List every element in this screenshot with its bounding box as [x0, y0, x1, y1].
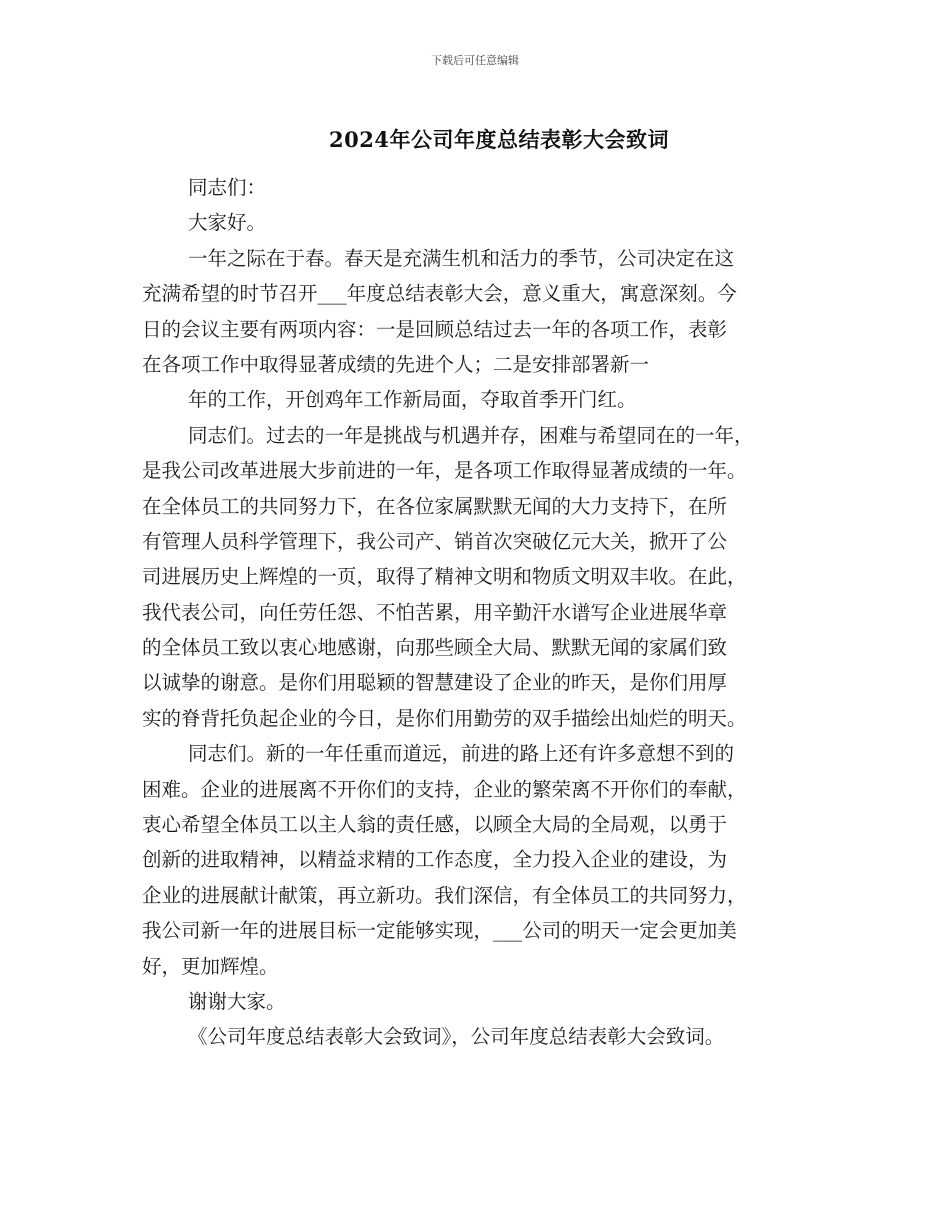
- text-line: 衷心希望全体员工以主人翁的责任感，以顾全大局的全局观，以勇于: [142, 813, 728, 837]
- text-line: 以诚挚的谢意。是你们用聪颖的智慧建设了企业的昨天，是你们用厚: [142, 671, 728, 695]
- text-line: 同志们。新的一年任重而道远，前进的路上还有许多意想不到的: [188, 742, 735, 766]
- text-line: 年的工作，开创鸡年工作新局面，夺取首季开门红。: [188, 388, 637, 412]
- text-line: 有管理人员科学管理下，我公司产、销首次突破亿元大关，掀开了公: [142, 529, 728, 553]
- text-line: 的全体员工致以衷心地感谢，向那些顾全大局、默默无闻的家属们致: [142, 636, 728, 660]
- text-line: 是我公司改革进展大步前进的一年，是各项工作取得显著成绩的一年。: [142, 459, 747, 483]
- text-line: 在全体员工的共同努力下，在各位家属默默无闻的大力支持下，在所: [142, 494, 728, 518]
- text-line: 谢谢大家。: [188, 989, 286, 1013]
- text-line: 困难。企业的进展离不开你们的支持，企业的繁荣离不开你们的奉献，: [142, 777, 747, 801]
- text-line: 充满希望的时节召开___年度总结表彰大会，意义重大，寓意深刻。今: [142, 282, 737, 306]
- text-line: 一年之际在于春。春天是充满生机和活力的季节，公司决定在这: [188, 246, 735, 270]
- page-header-note: 下载后可任意编辑: [431, 54, 519, 67]
- text-line: 在各项工作中取得显著成绩的先进个人；二是安排部署新一: [142, 352, 650, 376]
- text-line: 司进展历史上辉煌的一页，取得了精神文明和物质文明双丰收。在此，: [142, 565, 747, 589]
- text-line: 大家好。: [188, 211, 267, 235]
- text-line: 我代表公司，向任劳任怨、不怕苦累，用辛勤汗水谱写企业进展华章: [142, 600, 728, 624]
- text-line: 同志们：: [188, 176, 267, 199]
- text-line: 我公司新一年的进展目标一定能够实现，___公司的明天一定会更加美: [142, 919, 737, 943]
- text-line: 实的脊背托负起企业的今日，是你们用勤劳的双手描绘出灿烂的明天。: [142, 706, 747, 730]
- text-line: 好，更加辉煌。: [142, 954, 279, 978]
- text-line: 日的会议主要有两项内容：一是回顾总结过去一年的各项工作，表彰: [142, 317, 728, 341]
- document-body: [142, 170, 832, 1055]
- document-title: 2024年公司年度总结表彰大会致词: [329, 127, 669, 152]
- text-line: 创新的进取精神，以精益求精的工作态度，全力投入企业的建设，为: [142, 848, 728, 872]
- text-line: 企业的进展献计献策，再立新功。我们深信，有全体员工的共同努力，: [142, 883, 747, 907]
- text-line: 同志们。过去的一年是挑战与机遇并存，困难与希望同在的一年，: [188, 423, 754, 447]
- text-line: 《公司年度总结表彰大会致词》，公司年度总结表彰大会致词。: [188, 1025, 725, 1049]
